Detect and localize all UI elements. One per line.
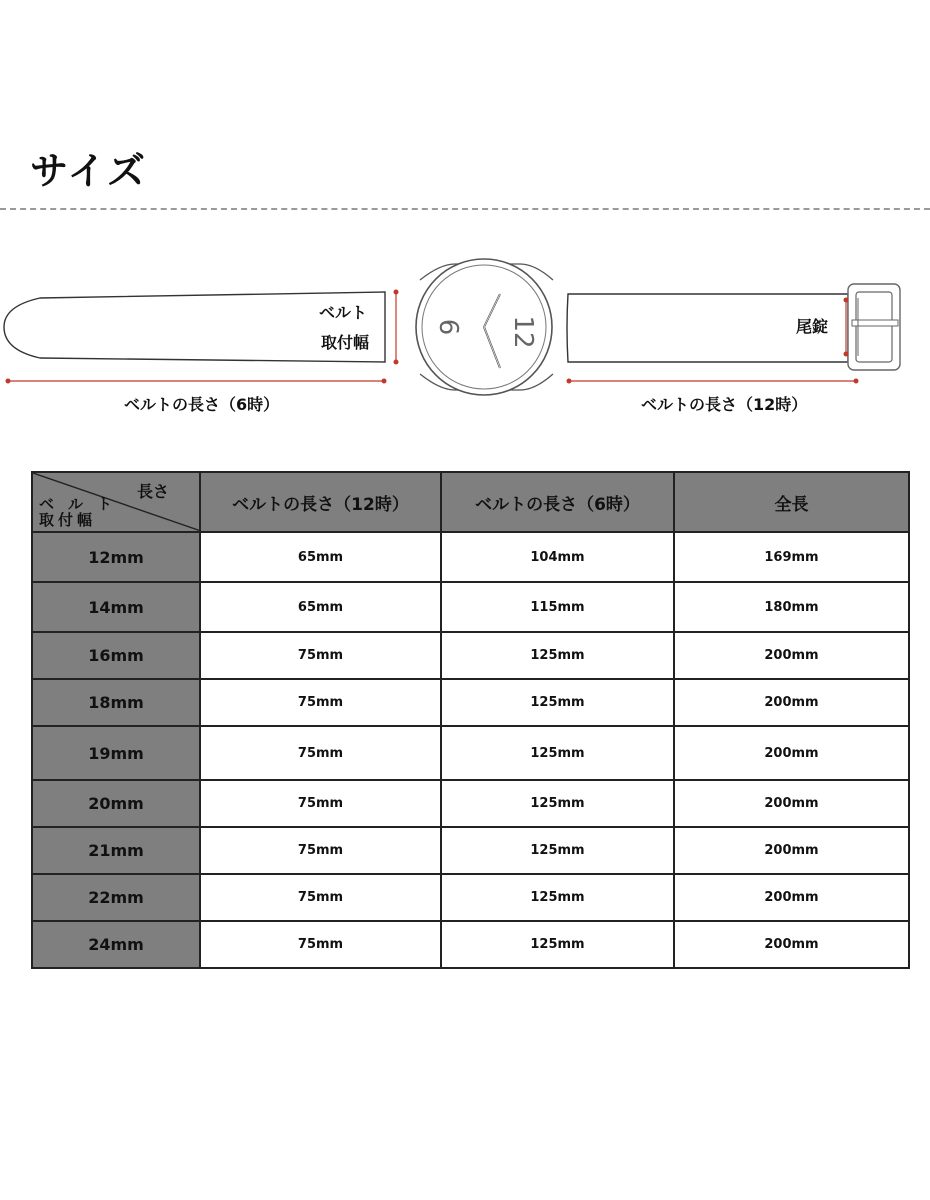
dial-numeral-6: 6: [433, 318, 463, 336]
row-width-cell: 18mm: [32, 679, 200, 726]
table-row: [32, 921, 909, 968]
row-width-cell: 24mm: [32, 921, 200, 968]
row-width-cell: 19mm: [32, 726, 200, 780]
row-length-6-cell: 104mm: [441, 532, 674, 582]
row-total-cell: 200mm: [674, 780, 909, 827]
row-width-cell: 20mm: [32, 780, 200, 827]
row-length-6-cell: 125mm: [441, 780, 674, 827]
row-width-cell: 16mm: [32, 632, 200, 679]
row-total-cell: 200mm: [674, 632, 909, 679]
header-length-6: ベルトの長さ（6時）: [441, 472, 674, 532]
table-row: [32, 874, 909, 921]
strap-6-width-label-line1: ベルト: [319, 303, 368, 322]
table-row: [32, 532, 909, 582]
corner-width-label: 取付幅: [39, 511, 97, 529]
page-title: サイズ: [30, 149, 147, 193]
table-corner-cell: [32, 472, 200, 532]
row-total-cell: 169mm: [674, 532, 909, 582]
corner-length-label: 長さ: [136, 482, 169, 501]
row-length-6-cell: 125mm: [441, 632, 674, 679]
row-width-cell: 22mm: [32, 874, 200, 921]
row-length-12-cell: 75mm: [200, 874, 441, 921]
row-length-12-cell: 65mm: [200, 582, 441, 632]
row-width-cell: 12mm: [32, 532, 200, 582]
row-length-6-cell: 125mm: [441, 726, 674, 780]
table-header-row: [32, 472, 909, 532]
row-length-6-cell: 125mm: [441, 679, 674, 726]
row-total-cell: 180mm: [674, 582, 909, 632]
table-row: [32, 632, 909, 679]
row-length-6-cell: 115mm: [441, 582, 674, 632]
row-length-6-cell: 125mm: [441, 921, 674, 968]
row-width-cell: 14mm: [32, 582, 200, 632]
header-length-12: ベルトの長さ（12時）: [200, 472, 441, 532]
table-row: [32, 827, 909, 874]
row-length-12-cell: 75mm: [200, 679, 441, 726]
row-total-cell: 200mm: [674, 679, 909, 726]
row-length-12-cell: 75mm: [200, 726, 441, 780]
row-total-cell: 200mm: [674, 827, 909, 874]
strap-12-length-label: ベルトの長さ（12時）: [641, 395, 808, 414]
buckle-icon: [848, 284, 900, 370]
row-total-cell: 200mm: [674, 726, 909, 780]
row-length-6-cell: 125mm: [441, 874, 674, 921]
dashed-divider: [0, 208, 930, 210]
row-length-12-cell: 75mm: [200, 780, 441, 827]
header-total-length: 全長: [674, 472, 909, 532]
row-total-cell: 200mm: [674, 874, 909, 921]
row-length-12-cell: 75mm: [200, 632, 441, 679]
strap-6-width-label-line2: 取付幅: [321, 333, 370, 352]
table-row: [32, 582, 909, 632]
row-length-12-cell: 75mm: [200, 921, 441, 968]
row-length-12-cell: 65mm: [200, 532, 441, 582]
table-row: [32, 780, 909, 827]
watch-strap-diagram: [0, 250, 930, 430]
table-row: [32, 679, 909, 726]
corner-belt-label: ベルト: [39, 495, 127, 513]
strap-12-buckle-label: 尾錠: [796, 317, 829, 336]
size-table: [31, 471, 910, 969]
row-total-cell: 200mm: [674, 921, 909, 968]
row-width-cell: 21mm: [32, 827, 200, 874]
dial-numeral-12: 12: [508, 315, 538, 349]
row-length-6-cell: 125mm: [441, 827, 674, 874]
table-row: [32, 726, 909, 780]
strap-6-length-label: ベルトの長さ（6時）: [124, 395, 280, 414]
row-length-12-cell: 75mm: [200, 827, 441, 874]
